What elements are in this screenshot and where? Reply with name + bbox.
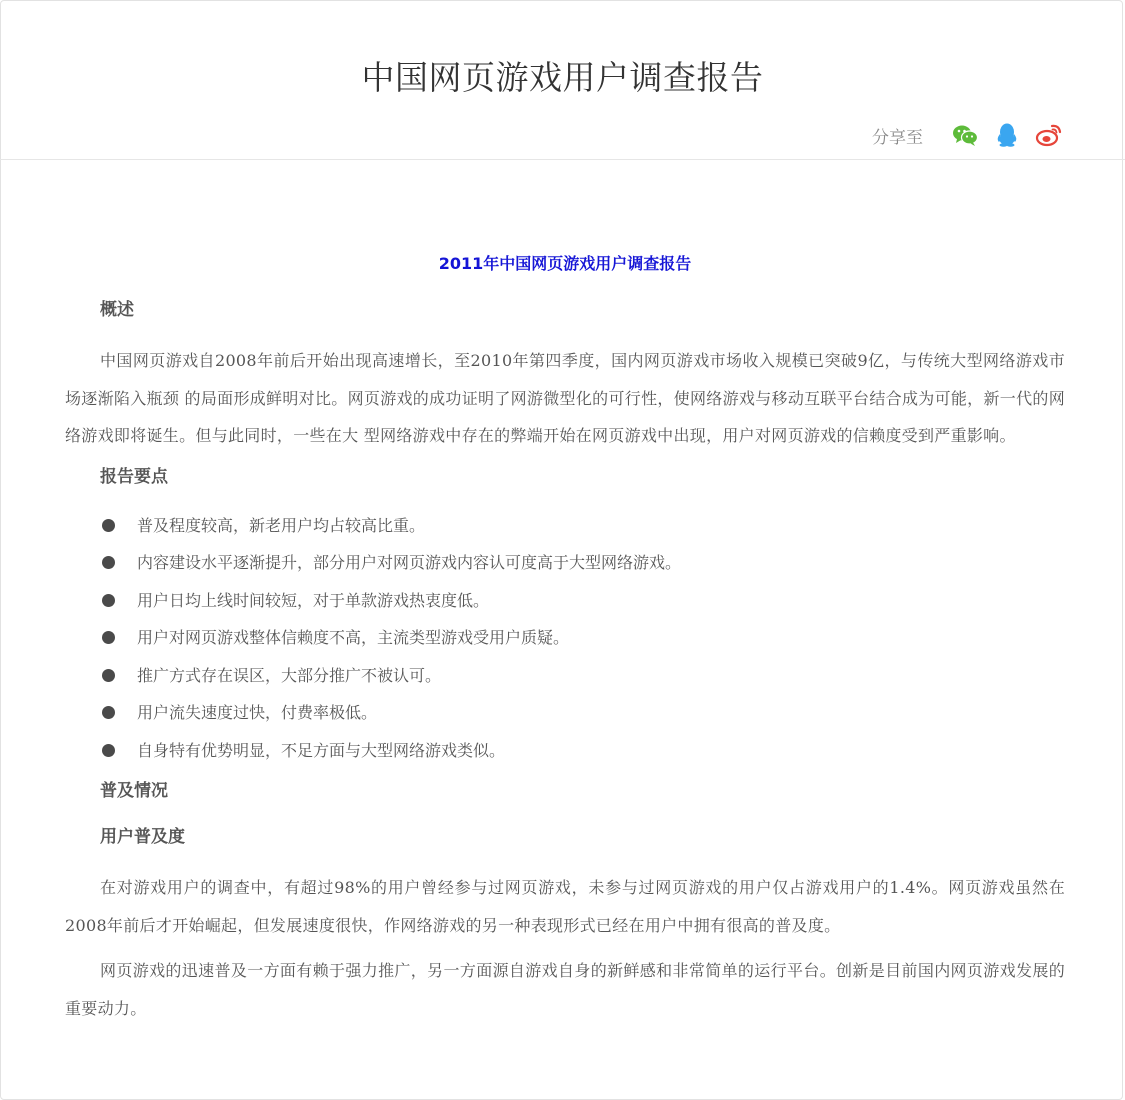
bullet-icon: [102, 631, 115, 644]
overview-paragraph: 中国网页游戏自2008年前后开始出现高速增长，至2010年第四季度，国内网页游戏市场收入规模已突破9亿，与传统大型网络游戏市场逐渐陷入瓶颈 的局面形成鲜明对比。网页游戏的成功证明了网游微型化的可行性，使网络游戏与移动互联平台结合成为可能，新一代的网络游戏即将诞生。但与此同时，一些在大 型网络游戏中存在的弊端开始在网页游戏中出现，用户对网页游戏的信赖度受到严重影响。: [65, 351, 1065, 445]
key-points-list: [65, 507, 1065, 770]
overview-heading: 概述: [100, 300, 134, 320]
list-item: 推广方式存在误区，大部分推广不被认可。: [65, 657, 1065, 695]
list-item: 用户日均上线时间较短，对于单款游戏热衷度低。: [65, 582, 1065, 620]
share-bar: [872, 121, 1063, 149]
bullet-icon: [102, 706, 115, 719]
next-paragraph: 网页游戏的迅速普及一方面有赖于强力推广，另一方面源自游戏自身的新鲜感和非常简单的运行平台。创新是目前国内网页游戏发展的重要动力。: [65, 961, 1065, 1018]
popularity-paragraph: 在对游戏用户的调查中，有超过98%的用户曾经参与过网页游戏，未参与过网页游戏的用户仅占游戏用户的1.4%。网页游戏虽然在2008年前后才开始崛起，但发展速度很快，作网络游戏的另一种表现形式已经在用户中拥有很高的普及度。: [65, 878, 1065, 935]
list-item: 用户对网页游戏整体信赖度不高，主流类型游戏受用户质疑。: [65, 619, 1065, 657]
list-item: 自身特有优势明显，不足方面与大型网络游戏类似。: [65, 732, 1065, 770]
article-body: [65, 250, 1065, 1035]
list-item: 普及程度较高，新老用户均占较高比重。: [65, 507, 1065, 545]
share-label: 分享至: [872, 127, 923, 148]
qq-icon[interactable]: [993, 121, 1021, 149]
list-item: 用户流失速度过快，付费率极低。: [65, 694, 1065, 732]
bullet-icon: [102, 669, 115, 682]
bullet-icon: [102, 519, 115, 532]
wechat-icon[interactable]: [951, 121, 979, 149]
user-popularity-heading: 用户普及度: [100, 827, 185, 847]
page-header: [0, 0, 1125, 160]
bullet-icon: [102, 744, 115, 757]
key-points-heading: 报告要点: [100, 466, 168, 487]
weibo-icon[interactable]: [1035, 121, 1063, 149]
list-item: 内容建设水平逐渐提升，部分用户对网页游戏内容认可度高于大型网络游戏。: [65, 544, 1065, 582]
bullet-icon: [102, 556, 115, 569]
page-title: 中国网页游戏用户调查报告: [361, 58, 764, 97]
bullet-icon: [102, 594, 115, 607]
popularity-heading: 普及情况: [100, 781, 168, 801]
article-subtitle: 2011年中国网页游戏用户调查报告: [438, 254, 692, 273]
